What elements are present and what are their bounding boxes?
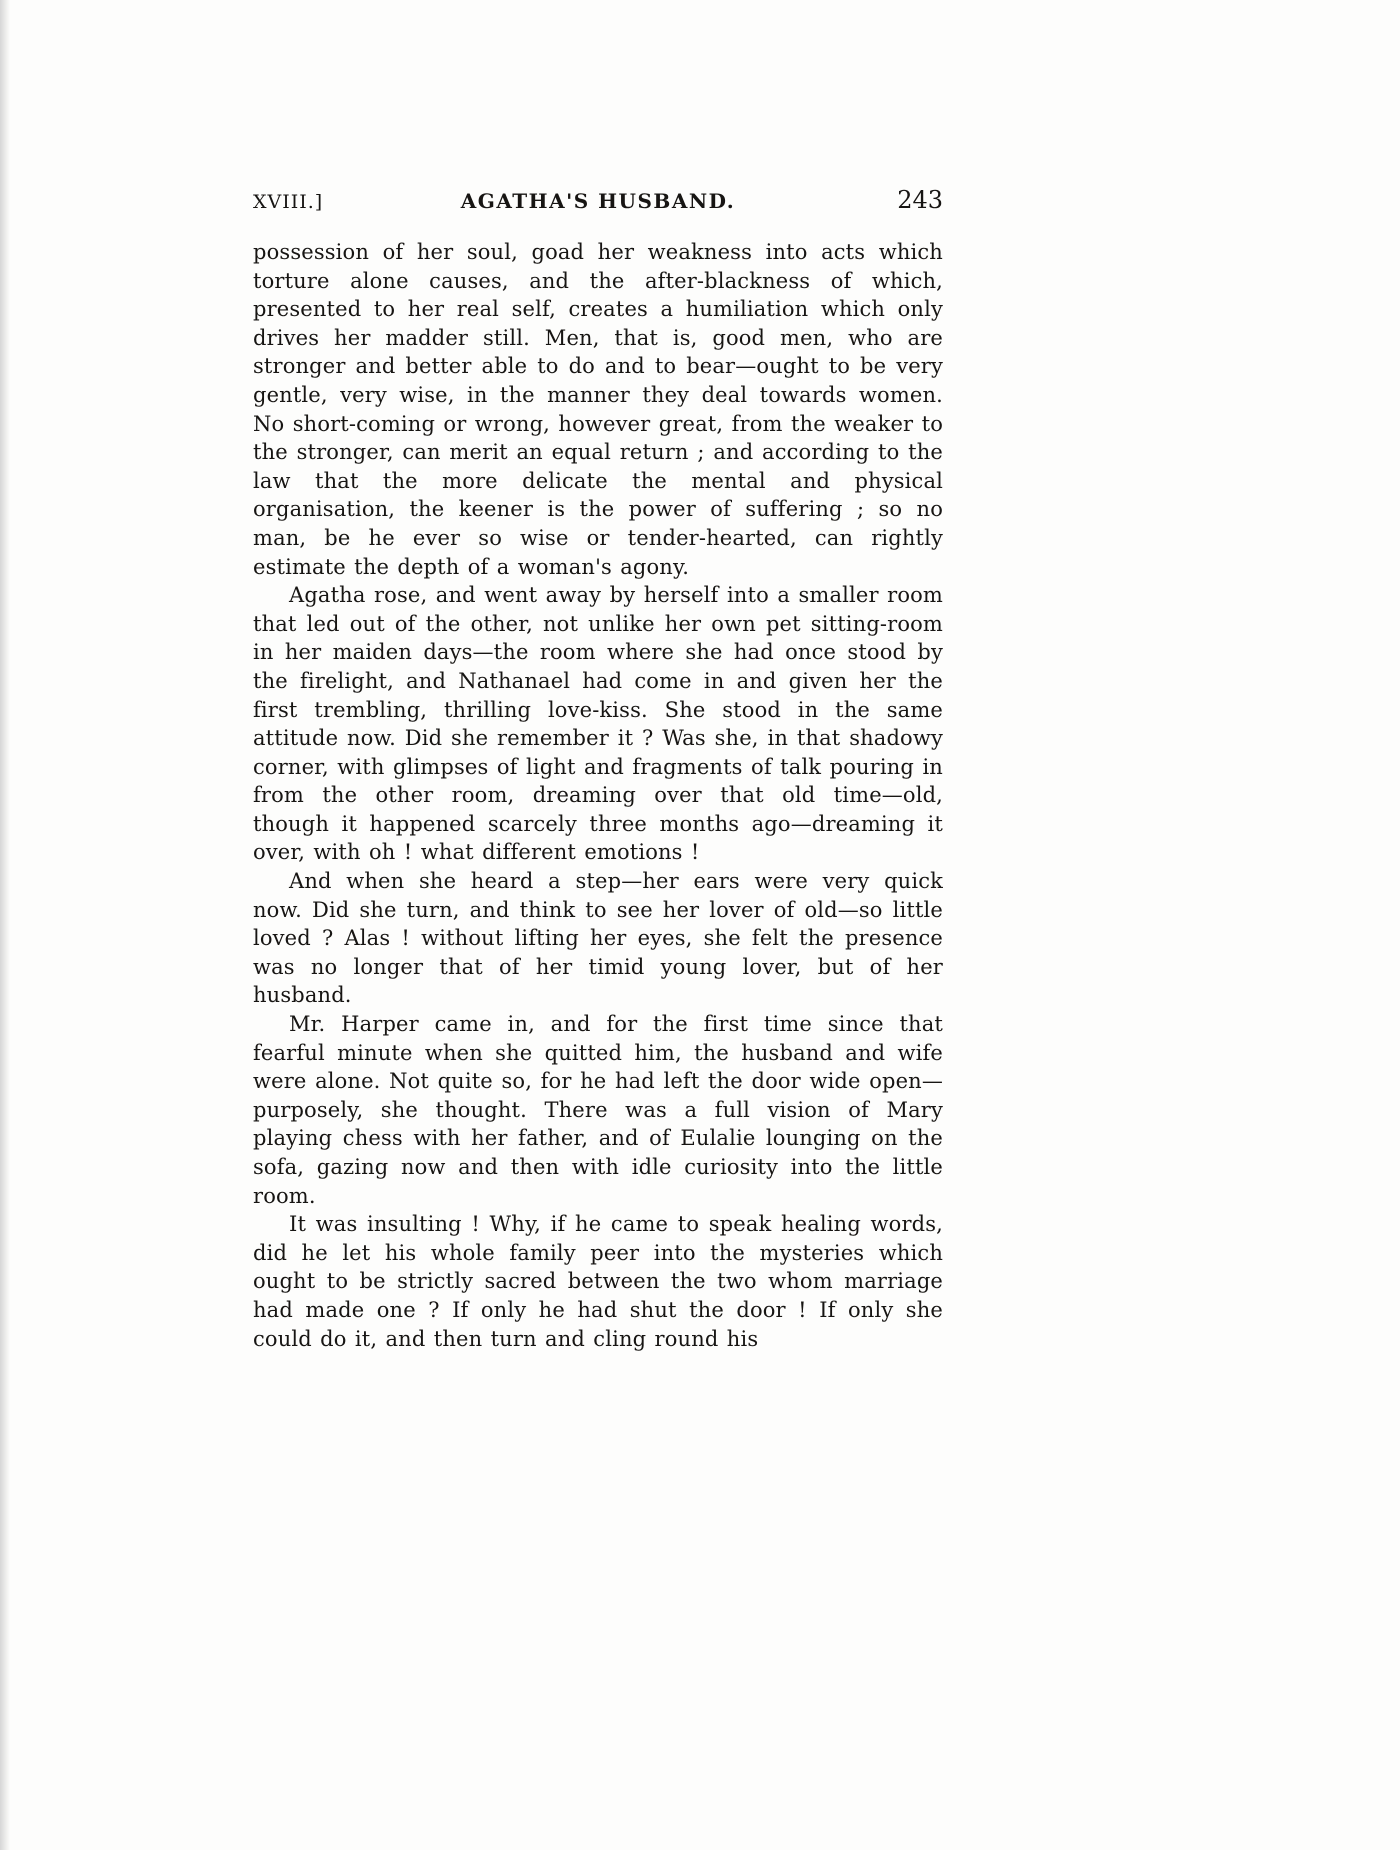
page-number: 243: [897, 186, 943, 214]
page-content: [253, 186, 943, 1353]
chapter-marker: XVIII.]: [253, 191, 324, 213]
paragraph: Agatha rose, and went away by herself into a smaller room that led out of the other, not unlike her own pet sitting-room in her maiden days—the room where she had once stood by the firelight, and Nathanael had come in and given her the first trembling, thrilling love-kiss. She stood in the same attitude now. Did she remember it ? Was she, in that shadowy corner, with glimpses of light and fragments of talk pouring in from the other room, dreaming over that old time—old, though it happened scarcely three months ago—dreaming it over, with oh ! what different emotions !: [253, 583, 943, 865]
page-header: [253, 186, 943, 214]
scan-edge-shadow: [0, 0, 10, 1850]
paragraph: possession of her soul, goad her weakness into acts which torture alone causes, and the after-blackness of which, presented to her real self, creates a humiliation which only drives her madder still. Men, that is, good men, who are stronger and better able to do and to bear—ought to be very gentle, very wise, in the manner they deal towards women. No short-coming or wrong, however great, from the weaker to the stronger, can merit an equal return ; and according to the law that the more delicate the mental and physical organisation, the keener is the power of suffering ; so no man, be he ever so wise or tender-hearted, can rightly estimate the depth of a woman's agony.: [253, 240, 943, 579]
running-title: AGATHA'S HUSBAND.: [460, 189, 736, 213]
body-text: [253, 238, 943, 1353]
paragraph: It was insulting ! Why, if he came to speak healing words, did he let his whole family peer into the mysteries which ought to be strictly sacred between the two whom marriage had made one ? If only he had shut the door ! If only she could do it, and then turn and cling round his: [253, 1212, 943, 1351]
paragraph: Mr. Harper came in, and for the first time since that fearful minute when she quitted him, the husband and wife were alone. Not quite so, for he had left the door wide open—purposely, she thought. There was a full vision of Mary playing chess with her father, and of Eulalie lounging on the sofa, gazing now and then with idle curiosity into the little room.: [253, 1012, 943, 1208]
paragraph: And when she heard a step—her ears were very quick now. Did she turn, and think to see her lover of old—so little loved ? Alas ! without lifting her eyes, she felt the presence was no longer that of her timid young lover, but of her husband.: [253, 869, 943, 1008]
